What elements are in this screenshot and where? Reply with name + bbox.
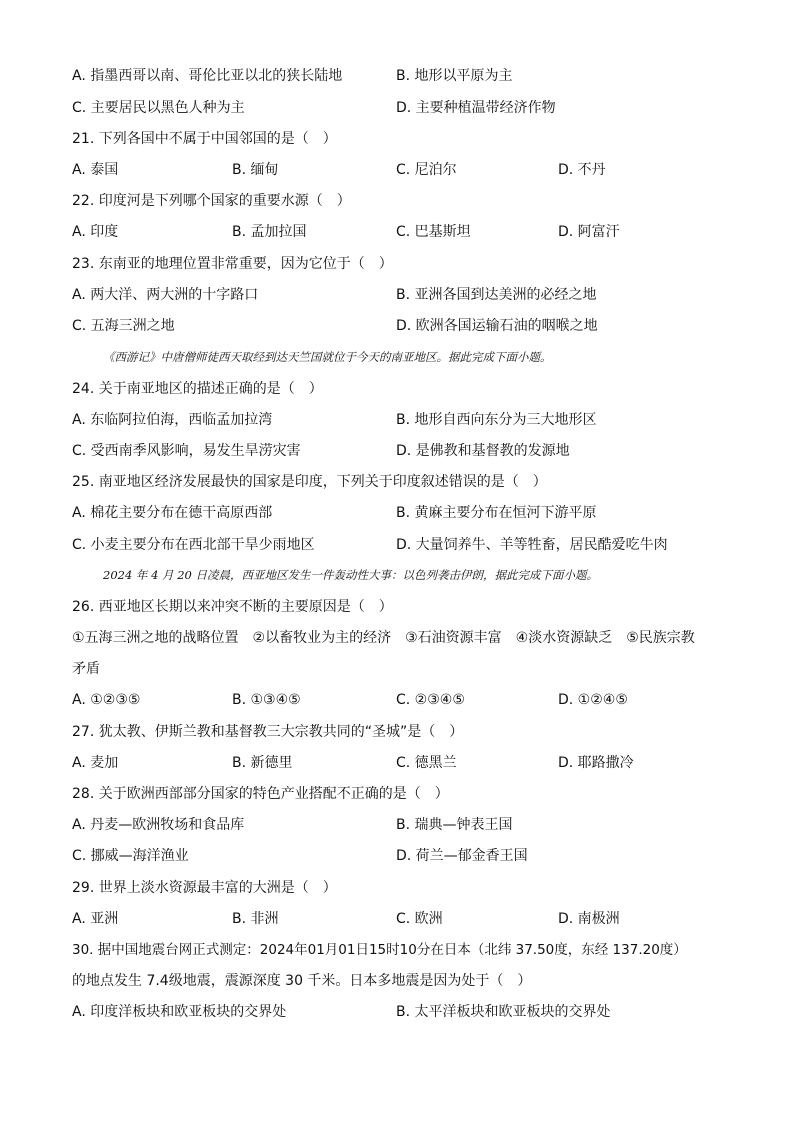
q23-stem: 23. 东南亚的地理位置非常重要，因为它位于（ ） — [72, 256, 393, 272]
q25-stem: 25. 南亚地区经济发展最快的国家是印度，下列关于印度叙述错误的是（ ） — [72, 474, 547, 490]
reading-note-west-asia: 2024 年 4 月 20 日凌晨，西亚地区发生一件轰动性大事：以色列袭击伊朗，据此完成下面小题。 — [103, 568, 598, 582]
q29-option-d[interactable]: D. 南极洲 — [558, 911, 620, 927]
q27-stem: 27. 犹太教、伊斯兰教和基督教三大宗教共同的“圣城”是（ ） — [72, 724, 464, 740]
q26-option-a[interactable]: A. ①②③⑤ — [72, 692, 141, 708]
q24-option-b[interactable]: B. 地形自西向东分为三大地形区 — [396, 412, 597, 428]
q20-option-b[interactable]: B. 地形以平原为主 — [396, 68, 513, 84]
q23-option-c[interactable]: C. 五海三洲之地 — [72, 318, 175, 334]
q26-option-b[interactable]: B. ①③④⑤ — [232, 692, 301, 708]
q30-option-b[interactable]: B. 太平洋板块和欧亚板块的交界处 — [396, 1004, 611, 1020]
q26-option-d[interactable]: D. ①②④⑤ — [558, 692, 628, 708]
q25-option-d[interactable]: D. 大量饲养牛、羊等牲畜，居民酷爱吃牛肉 — [396, 537, 668, 553]
q26-stem-line3: 矛盾 — [72, 661, 100, 677]
q30-stem: 30. 据中国地震台网正式测定：2024年01月01日15时10分在日本（北纬 37.50度，东经 137.20度） — [72, 942, 687, 958]
q29-stem: 29. 世界上淡水资源最丰富的大洲是（ ） — [72, 880, 337, 896]
q27-option-d[interactable]: D. 耶路撒冷 — [558, 755, 634, 771]
q23-option-b[interactable]: B. 亚洲各国到达美洲的必经之地 — [396, 287, 597, 303]
q25-option-a[interactable]: A. 棉花主要分布在德干高原西部 — [72, 505, 273, 521]
q23-option-a[interactable]: A. 两大洋、两大洲的十字路口 — [72, 287, 259, 303]
q27-option-b[interactable]: B. 新德里 — [232, 755, 293, 771]
q22-stem: 22. 印度河是下列哪个国家的重要水源（ ） — [72, 193, 351, 209]
q23-option-d[interactable]: D. 欧洲各国运输石油的咽喉之地 — [396, 318, 598, 334]
q21-option-b[interactable]: B. 缅甸 — [232, 162, 279, 178]
q21-option-d[interactable]: D. 不丹 — [558, 162, 606, 178]
q28-stem: 28. 关于欧洲西部部分国家的特色产业搭配不正确的是（ ） — [72, 786, 449, 802]
reading-note-journey-west: 《西游记》中唐僧师徒西天取经到达天竺国就位于今天的南亚地区。据此完成下面小题。 — [103, 350, 552, 364]
q28-option-d[interactable]: D. 荷兰—郁金香王国 — [396, 848, 528, 864]
q20-option-c[interactable]: C. 主要居民以黑色人种为主 — [72, 100, 245, 116]
q21-option-c[interactable]: C. 尼泊尔 — [396, 162, 457, 178]
q26-stem-line2: ①五海三洲之地的战略位置 ②以畜牧业为主的经济 ③石油资源丰富 ④淡水资源缺乏 ⑤民族宗教 — [72, 630, 695, 646]
q27-option-a[interactable]: A. 麦加 — [72, 755, 119, 771]
q24-stem: 24. 关于南亚地区的描述正确的是（ ） — [72, 381, 323, 397]
q24-option-c[interactable]: C. 受西南季风影响，易发生旱涝灾害 — [72, 443, 301, 459]
q29-option-a[interactable]: A. 亚洲 — [72, 911, 119, 927]
q21-option-a[interactable]: A. 泰国 — [72, 162, 119, 178]
q24-option-a[interactable]: A. 东临阿拉伯海，西临孟加拉湾 — [72, 412, 273, 428]
q26-option-c[interactable]: C. ②③④⑤ — [396, 692, 465, 708]
q28-option-b[interactable]: B. 瑞典—钟表王国 — [396, 817, 513, 833]
q22-option-c[interactable]: C. 巴基斯坦 — [396, 224, 471, 240]
q22-option-b[interactable]: B. 孟加拉国 — [232, 224, 307, 240]
q22-option-d[interactable]: D. 阿富汗 — [558, 224, 620, 240]
q20-option-a[interactable]: A. 指墨西哥以南、哥伦比亚以北的狭长陆地 — [72, 68, 343, 84]
q30-stem-line2: 的地点发生 7.4级地震，震源深度 30 千米。日本多地震是因为处于（ ） — [72, 973, 532, 989]
q27-option-c[interactable]: C. 德黑兰 — [396, 755, 457, 771]
q28-option-a[interactable]: A. 丹麦—欧洲牧场和食品库 — [72, 817, 245, 833]
q29-option-c[interactable]: C. 欧洲 — [396, 911, 443, 927]
q25-option-b[interactable]: B. 黄麻主要分布在恒河下游平原 — [396, 505, 597, 521]
q25-option-c[interactable]: C. 小麦主要分布在西北部干旱少雨地区 — [72, 537, 315, 553]
q26-stem: 26. 西亚地区长期以来冲突不断的主要原因是（ ） — [72, 599, 393, 615]
q21-stem: 21. 下列各国中不属于中国邻国的是（ ） — [72, 131, 337, 147]
q24-option-d[interactable]: D. 是佛教和基督教的发源地 — [396, 443, 570, 459]
q29-option-b[interactable]: B. 非洲 — [232, 911, 279, 927]
q20-option-d[interactable]: D. 主要种植温带经济作物 — [396, 100, 556, 116]
q28-option-c[interactable]: C. 挪威—海洋渔业 — [72, 848, 189, 864]
q30-option-a[interactable]: A. 印度洋板块和欧亚板块的交界处 — [72, 1004, 287, 1020]
q22-option-a[interactable]: A. 印度 — [72, 224, 119, 240]
